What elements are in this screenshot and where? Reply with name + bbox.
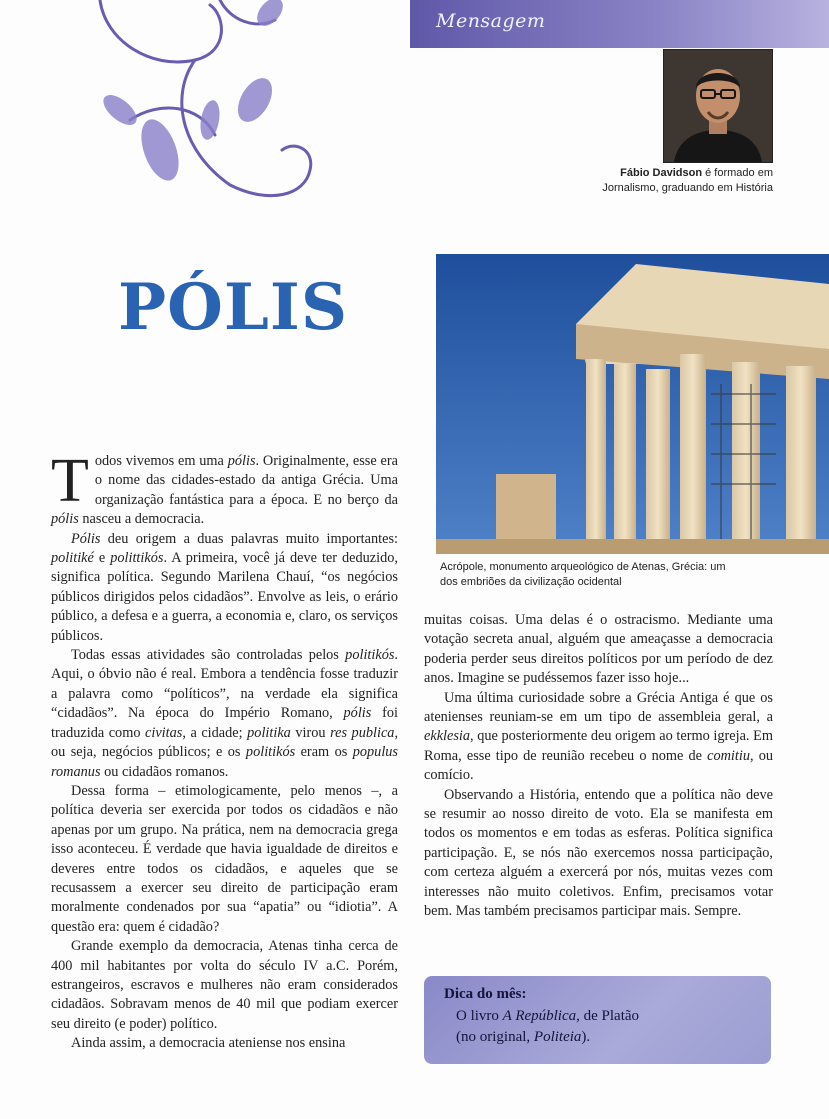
- article-title: PÓLIS: [118, 270, 349, 345]
- paragraph: Ainda assim, a democracia ateniense nos ensina: [71, 1035, 346, 1052]
- tip-box: [424, 976, 771, 1064]
- floral-ornament: [60, 0, 330, 220]
- article-left-column: [51, 447, 399, 1054]
- tip-line: O livro A República, de Platão: [456, 1008, 640, 1024]
- paragraph: Uma última curiosidade sobre a Grécia Antiga é que os atenienses reuniam-se em um tipo de assembleia geral, a ekklesia, que posteriormente deu origem ao termo igreja. Em Roma, esse tipo de reunião recebeu o nome de comitiu, ou comício.: [424, 689, 773, 784]
- paragraph-text: odos vivemos em uma pólis. Originalmente, esse era o nome das cidades-estado da antiga Grécia. Uma organização fantástica para a época. E no berço da pólis nasceu a democracia.: [51, 453, 398, 528]
- author-bio-text: é formado em Jornalismo, graduando em História: [602, 167, 773, 194]
- paragraph: [51, 447, 398, 530]
- drop-cap: T: [51, 447, 89, 515]
- paragraph: Dessa forma – etimologicamente, pelo menos –, a política deveria ser exercida por todos os cidadãos e não apenas por um grupo. Na prática, nem na democracia grega isso aconteceu. É verdade que havia igualdade de direitos e deveres entre todos os cidadãos, e aqueles que se recusassem a exercer seu direito de participação eram moralmente condenados por sua “apatia” ou “idiotia”. A questão era: quem é cidadão?: [51, 782, 398, 935]
- author-photo: [663, 49, 773, 163]
- tip-line: (no original, Politeia).: [456, 1029, 591, 1045]
- paragraph: muitas coisas. Uma delas é o ostracismo. Mediante uma votação secreta anual, alguém que ameaçasse a democracia poderia perder seus direitos políticos por um período de dez anos. Imagine se pudéssemos fazer isso hoje...: [424, 612, 773, 687]
- paragraph: Observando a História, entendo que a política não deve se resumir ao nosso direito de voto. Ela se manifesta em todos os momentos e em todas as esferas. Política significa participação. E, se nós não exercemos nossa participação, com certeza alguém a exercerá por nós, muitas vezes com interesses não muito coletivos. Enfim, precisamos votar bem. Mas também precisamos participar mais. Sempre.: [424, 786, 773, 920]
- paragraph: Grande exemplo da democracia, Atenas tinha cerca de 400 mil habitantes por volta do século IV a.C. Porém, estrangeiros, escravos e mulheres não eram considerados cidadãos. Sobravam menos de 40 mil que podiam exercer seu direito (e poder) político.: [51, 938, 398, 1032]
- tip-heading: Dica do mês:: [444, 986, 527, 1002]
- paragraph: Pólis deu origem a duas palavras muito importantes: politiké e polittikós. A primeira, você já deve ter deduzido, significa política. Segundo Marilena Chauí, “os negócios públicos dirigidos pelos cidadãos”. Envolve as leis, o erário público, a defesa e a guerra, a economia e, claro, os serviços públicos.: [51, 530, 398, 644]
- article-right-column: [424, 611, 773, 922]
- image-caption: Acrópole, monumento arqueológico de Atenas, Grécia: um dos embriões da civilização ocidental: [440, 561, 726, 588]
- paragraph: Todas essas atividades são controladas pelos politikós. Aqui, o óbvio não é real. Embora a tendência fosse traduzir a palavra como “políticos”, na verdade ela significa “cidadãos”. Na época do Império Romano, pólis foi traduzida como civitas, a cidade; politika virou res publica, ou seja, negócios públicos; e os politikós eram os populus romanus ou cidadãos romanos.: [51, 647, 399, 780]
- author-name: Fábio Davidson: [620, 167, 703, 179]
- section-banner: [410, 0, 829, 48]
- section-label: Mensagem: [436, 10, 546, 32]
- author-bio: [600, 166, 773, 196]
- acropolis-photo: [436, 254, 829, 554]
